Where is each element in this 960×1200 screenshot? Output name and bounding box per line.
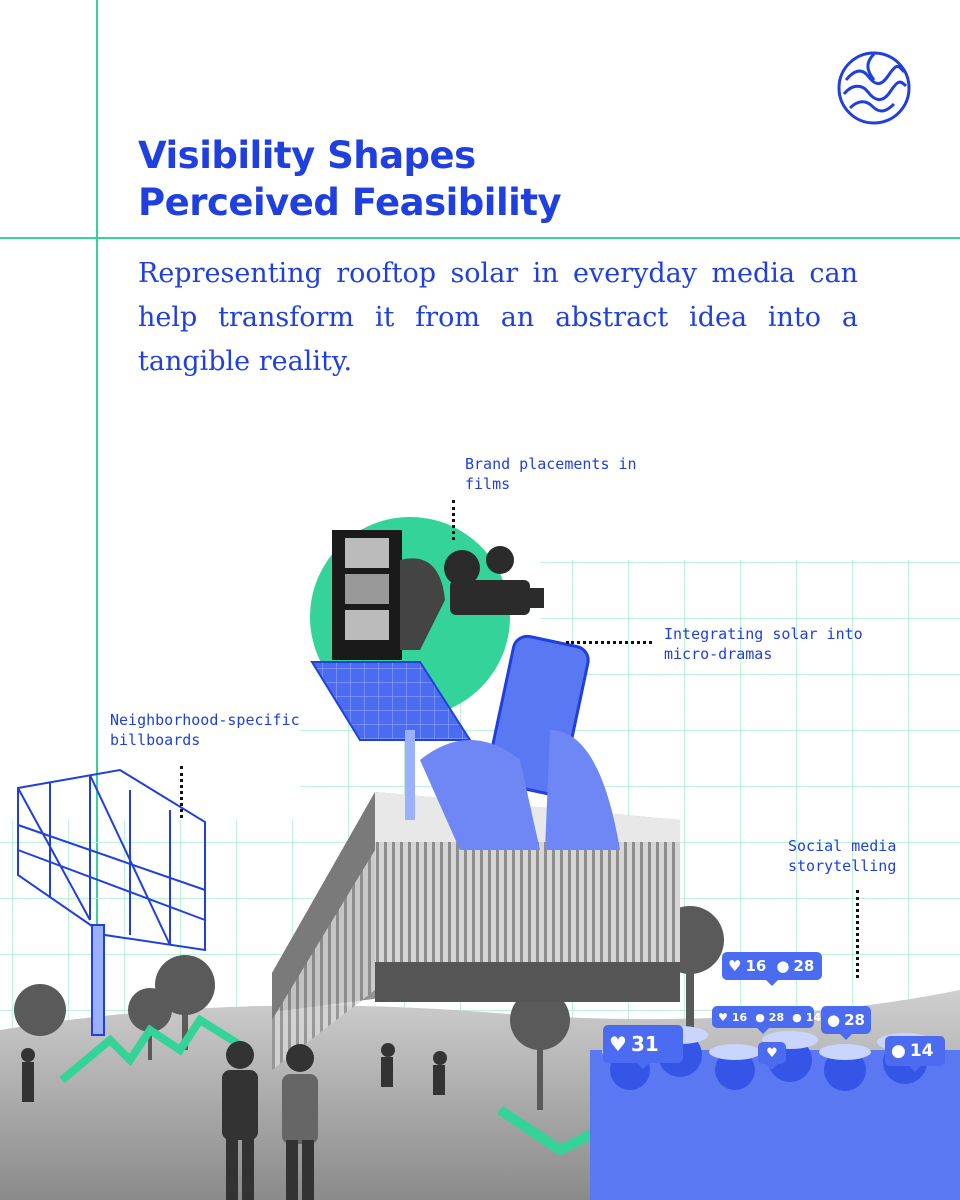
callout-microdramas-leader [566, 641, 652, 644]
title-line-2: Perceived Feasibility [138, 181, 562, 224]
reactions-badge-b [712, 1006, 822, 1028]
person-icon: ● [891, 1041, 906, 1061]
callout-social-leader [856, 890, 859, 978]
people-badge-c [885, 1036, 945, 1066]
people-count: 14 [805, 1010, 822, 1024]
callout-films-line-1: Brand placements in [465, 455, 637, 473]
callout-billboards-line-2: billboards [110, 731, 201, 749]
callout-billboards [110, 710, 300, 750]
comment-count: 28 [844, 1011, 865, 1029]
callout-microdramas-line-1: Integrating solar into [664, 625, 863, 643]
horizontal-guide-line [0, 237, 960, 239]
callout-films-line-2: films [465, 475, 511, 493]
comment-icon: ● [755, 1010, 765, 1024]
page-title [138, 132, 561, 226]
people-count: 14 [909, 1041, 934, 1061]
waves-circle-logo-icon [836, 50, 912, 126]
comment-count: 28 [768, 1010, 785, 1024]
callout-social-line-1: Social media [788, 837, 897, 855]
title-line-1: Visibility Shapes [138, 134, 476, 177]
comment-count: 28 [793, 957, 815, 975]
like-count: 16 [731, 1010, 748, 1024]
like-count: 31 [630, 1032, 659, 1056]
like-badge-large [603, 1025, 683, 1063]
reactions-badge-a [722, 952, 822, 980]
callout-microdramas [664, 624, 863, 664]
person-icon: ● [792, 1010, 802, 1024]
callout-microdramas-line-2: micro-dramas [664, 645, 773, 663]
comment-icon: ● [776, 957, 790, 975]
page-subtitle: Representing rooftop solar in everyday media can help transform it from an abstract idea into a tangible reality. [138, 258, 858, 377]
like-count: 16 [745, 957, 767, 975]
media-collage-illustration [0, 430, 960, 1200]
callout-films-leader [452, 500, 455, 540]
heart-icon: ♥ [609, 1032, 627, 1056]
heart-icon: ♥ [728, 957, 742, 975]
callout-social [788, 836, 896, 876]
comment-badge-c [821, 1006, 871, 1034]
callout-billboards-line-1: Neighborhood-specific [110, 711, 300, 729]
heart-badge-small [758, 1042, 786, 1064]
heart-icon: ♥ [766, 1045, 778, 1061]
callout-social-line-2: storytelling [788, 857, 897, 875]
heart-icon: ♥ [718, 1010, 728, 1024]
callout-films [465, 454, 637, 494]
callout-billboards-leader [180, 766, 183, 818]
comment-icon: ● [827, 1011, 841, 1029]
film-strip [332, 530, 402, 660]
